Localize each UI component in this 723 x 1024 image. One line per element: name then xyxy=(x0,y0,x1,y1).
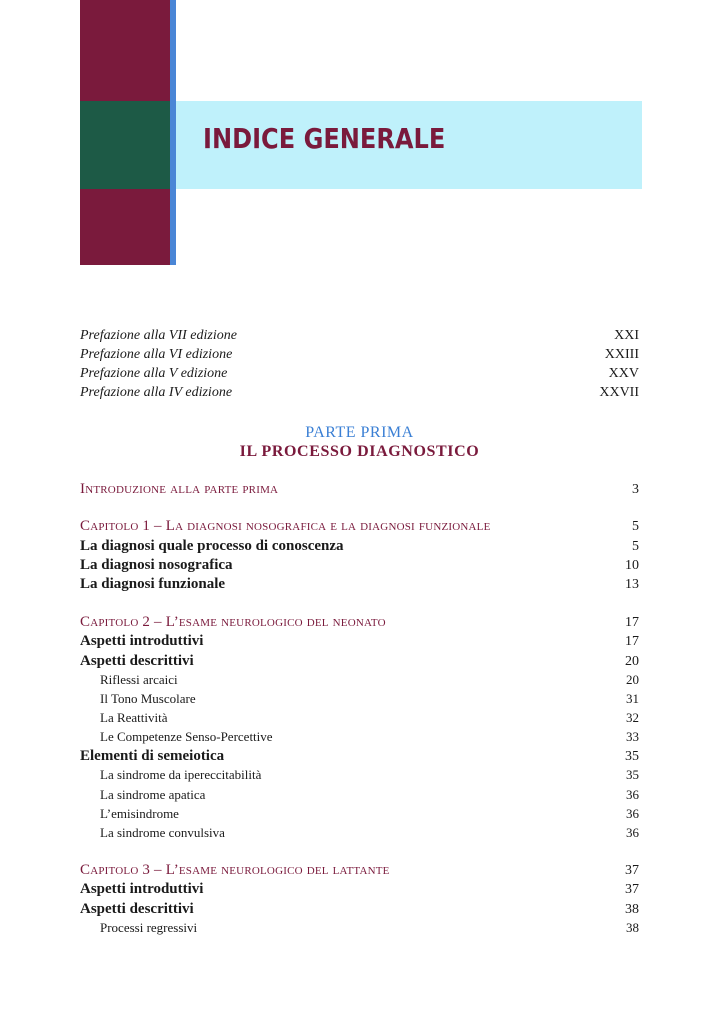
toc-page-number: 13 xyxy=(625,577,639,592)
toc-page-number: 38 xyxy=(626,920,639,935)
toc-label: Il Tono Muscolare xyxy=(100,691,196,706)
toc-section-row[interactable] xyxy=(80,576,639,593)
toc-subsection-row[interactable] xyxy=(80,787,639,803)
toc-label: La diagnosi nosografica xyxy=(80,557,233,573)
toc-label: Prefazione alla VII edizione xyxy=(80,328,237,343)
toc-subsection-row[interactable] xyxy=(80,920,639,936)
toc-page-number: 20 xyxy=(625,654,639,669)
toc-chapter-row[interactable] xyxy=(80,518,639,535)
toc-label: Prefazione alla VI edizione xyxy=(80,347,233,362)
toc-label: Processi regressivi xyxy=(100,920,198,935)
header-band-middle xyxy=(80,101,170,189)
toc-page-number: XXI xyxy=(614,328,639,343)
toc-subsection-row[interactable] xyxy=(80,767,639,783)
toc-page-number: 35 xyxy=(625,749,639,764)
toc-subsection-row[interactable] xyxy=(80,710,639,726)
part-label: PARTE PRIMA xyxy=(305,424,414,441)
header-band-top xyxy=(80,0,170,101)
toc-page-number: 17 xyxy=(625,615,639,630)
toc-label: Capitolo 1 – La diagnosi nosografica e la diagnosi funzionale xyxy=(80,518,491,534)
toc-label: La diagnosi quale processo di conoscenza xyxy=(80,538,344,554)
toc-chapter-row[interactable] xyxy=(80,862,639,879)
toc-page-number: 31 xyxy=(626,691,639,706)
toc-preface-row[interactable] xyxy=(80,347,639,363)
toc-label: Aspetti introduttivi xyxy=(80,881,204,897)
toc-label: Aspetti introduttivi xyxy=(80,633,204,649)
toc-label: La Reattività xyxy=(100,710,168,725)
toc-chapter-row[interactable] xyxy=(80,614,639,631)
toc-page-number: 36 xyxy=(626,787,639,802)
toc-intro-row[interactable] xyxy=(80,481,639,498)
toc-subsection-row[interactable] xyxy=(80,806,639,822)
toc-label: Introduzione alla parte prima xyxy=(80,481,279,497)
toc-section-row[interactable] xyxy=(80,557,639,574)
toc-page-number: 17 xyxy=(625,634,639,649)
toc-label: La diagnosi funzionale xyxy=(80,576,226,592)
toc-page-number: 5 xyxy=(632,539,639,554)
toc-label: Aspetti descrittivi xyxy=(80,653,194,669)
toc-page-number: 35 xyxy=(626,767,639,782)
toc-label: Le Competenze Senso-Percettive xyxy=(100,729,273,744)
toc-section-row[interactable] xyxy=(80,901,639,918)
toc-label: Prefazione alla V edizione xyxy=(80,366,228,381)
toc-page-number: 3 xyxy=(632,482,639,497)
toc-page-number: 32 xyxy=(626,710,639,725)
toc-subsection-row[interactable] xyxy=(80,729,639,745)
toc-label: L’emisindrome xyxy=(100,806,179,821)
page-title: INDICE GENERALE xyxy=(203,122,446,155)
toc-page-number: 37 xyxy=(625,863,639,878)
toc-subsection-row[interactable] xyxy=(80,825,639,841)
toc-page-number: 38 xyxy=(625,902,639,917)
toc-label: Prefazione alla IV edizione xyxy=(80,385,233,400)
toc-page-number: 36 xyxy=(626,806,639,821)
toc-label: Aspetti descrittivi xyxy=(80,901,194,917)
toc-label: Capitolo 3 – L’esame neurologico del lattante xyxy=(80,862,390,878)
toc-page-number: 10 xyxy=(625,558,639,573)
toc-section-row[interactable] xyxy=(80,881,639,898)
toc-subsection-row[interactable] xyxy=(80,672,639,688)
toc-page-number: 5 xyxy=(632,519,639,534)
toc-page-number: XXV xyxy=(608,366,639,381)
toc-section-row[interactable] xyxy=(80,633,639,650)
toc-section-row[interactable] xyxy=(80,538,639,555)
header-band-bottom xyxy=(80,189,170,265)
toc-label: Capitolo 2 – L’esame neurologico del neonato xyxy=(80,614,386,630)
toc-page-number: 37 xyxy=(625,882,639,897)
toc-label: La sindrome da ipereccitabilità xyxy=(100,767,262,782)
toc-preface-row[interactable] xyxy=(80,385,639,401)
toc-page-number: 36 xyxy=(626,825,639,840)
toc-section-row[interactable] xyxy=(80,653,639,670)
toc-subsection-row[interactable] xyxy=(80,691,639,707)
toc-page-number: XXIII xyxy=(604,347,639,362)
toc-label: Elementi di semeiotica xyxy=(80,748,225,764)
toc-page-number: XXVII xyxy=(599,385,639,400)
toc-page-number: 33 xyxy=(626,729,639,744)
toc-preface-row[interactable] xyxy=(80,366,639,382)
toc-section-row[interactable] xyxy=(80,748,639,765)
toc-preface-row[interactable] xyxy=(80,328,639,344)
part-title: IL PROCESSO DIAGNOSTICO xyxy=(239,443,480,460)
toc-page-number: 20 xyxy=(626,672,639,687)
toc-label: La sindrome convulsiva xyxy=(100,825,225,840)
toc-label: Riflessi arcaici xyxy=(100,672,178,687)
toc-label: La sindrome apatica xyxy=(100,787,206,802)
